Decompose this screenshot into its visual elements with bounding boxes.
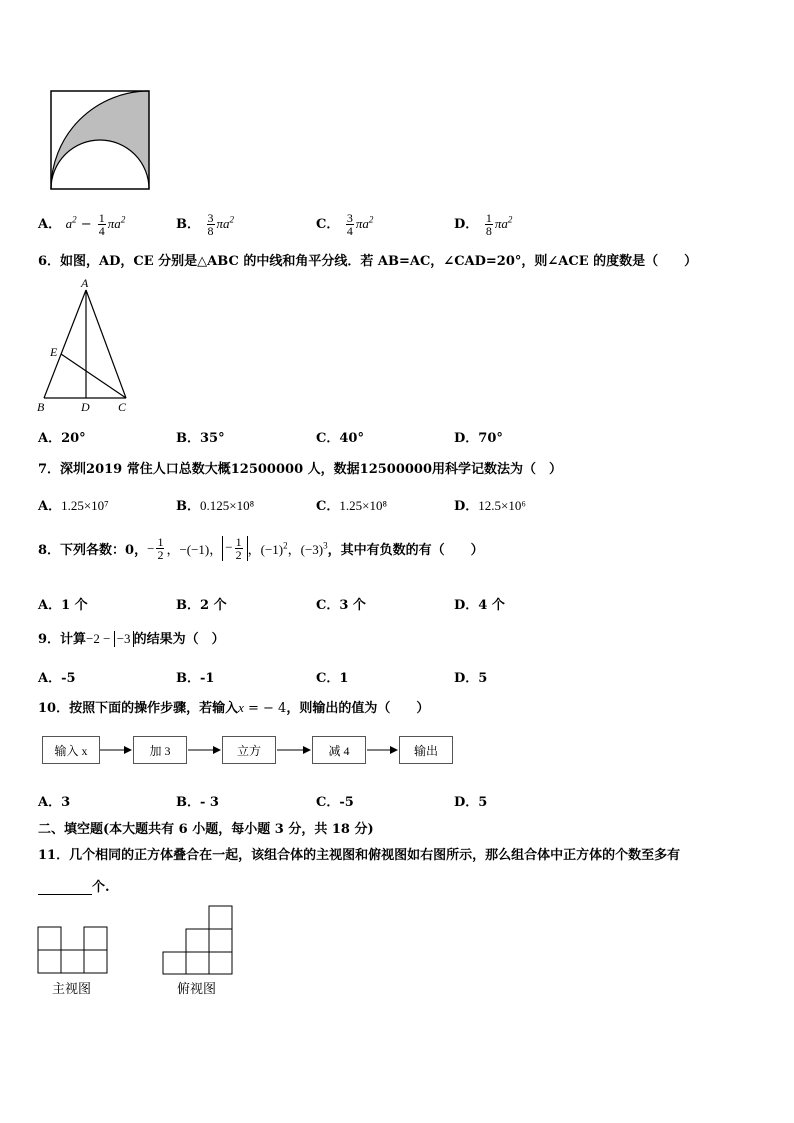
q6-option-d: D．70° — [454, 431, 503, 446]
q10-option-a: A．3 — [38, 795, 71, 810]
q8-option-b: B．2 个 — [176, 598, 227, 613]
top-view-figure — [162, 905, 234, 975]
top-view-caption: 俯视图 — [177, 982, 217, 997]
front-view-caption: 主视图 — [52, 982, 92, 997]
q7-option-a: A．1.25×10⁷ — [38, 498, 109, 514]
q5-figure — [49, 89, 153, 191]
q11-blank-line: 个. — [38, 876, 110, 895]
q5-option-c: C． $\frac{3}{4}$ $\pi a^2$ — [316, 211, 374, 238]
q7-option-c: C．1.25×10⁸ — [316, 498, 387, 514]
flow-step-add3: 加 3 — [133, 736, 187, 764]
q6-option-a: A．20° — [38, 431, 86, 446]
q9-option-d: D．5 — [454, 671, 488, 686]
q9-option-a: A．-5 — [38, 671, 76, 686]
q5-option-a: A． $a^2$ − $\frac{1}{4}$ $\pi a^2$ — [38, 211, 126, 238]
q8-option-a: A．1 个 — [38, 598, 88, 613]
q11-stem: 11．几个相同的正方体叠合在一起，该组合体的主视图和俯视图如右图所示，那么组合体中正方体的个数至多有 — [38, 848, 681, 863]
front-view-figure — [37, 926, 109, 974]
q7-option-b: B．0.125×10⁸ — [176, 498, 255, 514]
flow-step-cube: 立方 — [222, 736, 276, 764]
label-a: A — [81, 276, 89, 290]
label-e: E — [50, 345, 58, 359]
label-c: C — [118, 400, 127, 414]
section-heading: 二、填空题(本大题共有 6 小题，每小题 3 分，共 18 分) — [38, 822, 374, 837]
q10-option-b: B．- 3 — [176, 795, 219, 810]
q6-option-b: B．35° — [176, 431, 225, 446]
q5-option-d: D． $\frac{1}{8}$ $\pi a^2$ — [454, 211, 513, 238]
q6-stem: 6．如图，AD，CE 分别是△ABC 的中线和角平分线．若 AB=AC，∠CAD=20°，则∠ACE 的度数是（ ） — [38, 254, 698, 269]
q6-triangle-figure — [34, 276, 144, 416]
flow-step-input: 输入 x — [42, 736, 100, 764]
q8-stem: 8．下列各数：0， − $\frac{1}{2}$ ，−(−1)， − $\frac{1}{2}$ ，$(-1)^2$，$(-3)^3$ ，其中有负数的有（ ） — [38, 535, 484, 562]
q8-option-c: C．3 个 — [316, 598, 366, 613]
q5-option-b: B． $\frac{3}{8}$ $\pi a^2$ — [176, 211, 235, 238]
q10-option-d: D．5 — [454, 795, 488, 810]
flow-step-subtract4: 减 4 — [312, 736, 366, 764]
q6-option-c: C．40° — [316, 431, 364, 446]
q7-option-d: D．12.5×10⁶ — [454, 498, 526, 514]
label-b: B — [37, 400, 45, 414]
q8-option-d: D．4 个 — [454, 598, 505, 613]
q9-option-b: B．-1 — [176, 671, 215, 686]
q9-stem: 9．计算−2 − −3 的结果为（ ） — [38, 631, 225, 647]
flow-arrows — [0, 740, 470, 760]
q10-option-c: C．-5 — [316, 795, 354, 810]
q7-stem: 7．深圳2019 常住人口总数大概12500000 人，数据12500000用科学记数法为（ ） — [38, 462, 563, 477]
flow-step-output: 输出 — [399, 736, 453, 764]
label-d: D — [81, 400, 90, 414]
q10-stem: 10．按照下面的操作步骤，若输入x = − 4，则输出的值为（ ） — [38, 700, 430, 716]
q9-option-c: C．1 — [316, 671, 349, 686]
